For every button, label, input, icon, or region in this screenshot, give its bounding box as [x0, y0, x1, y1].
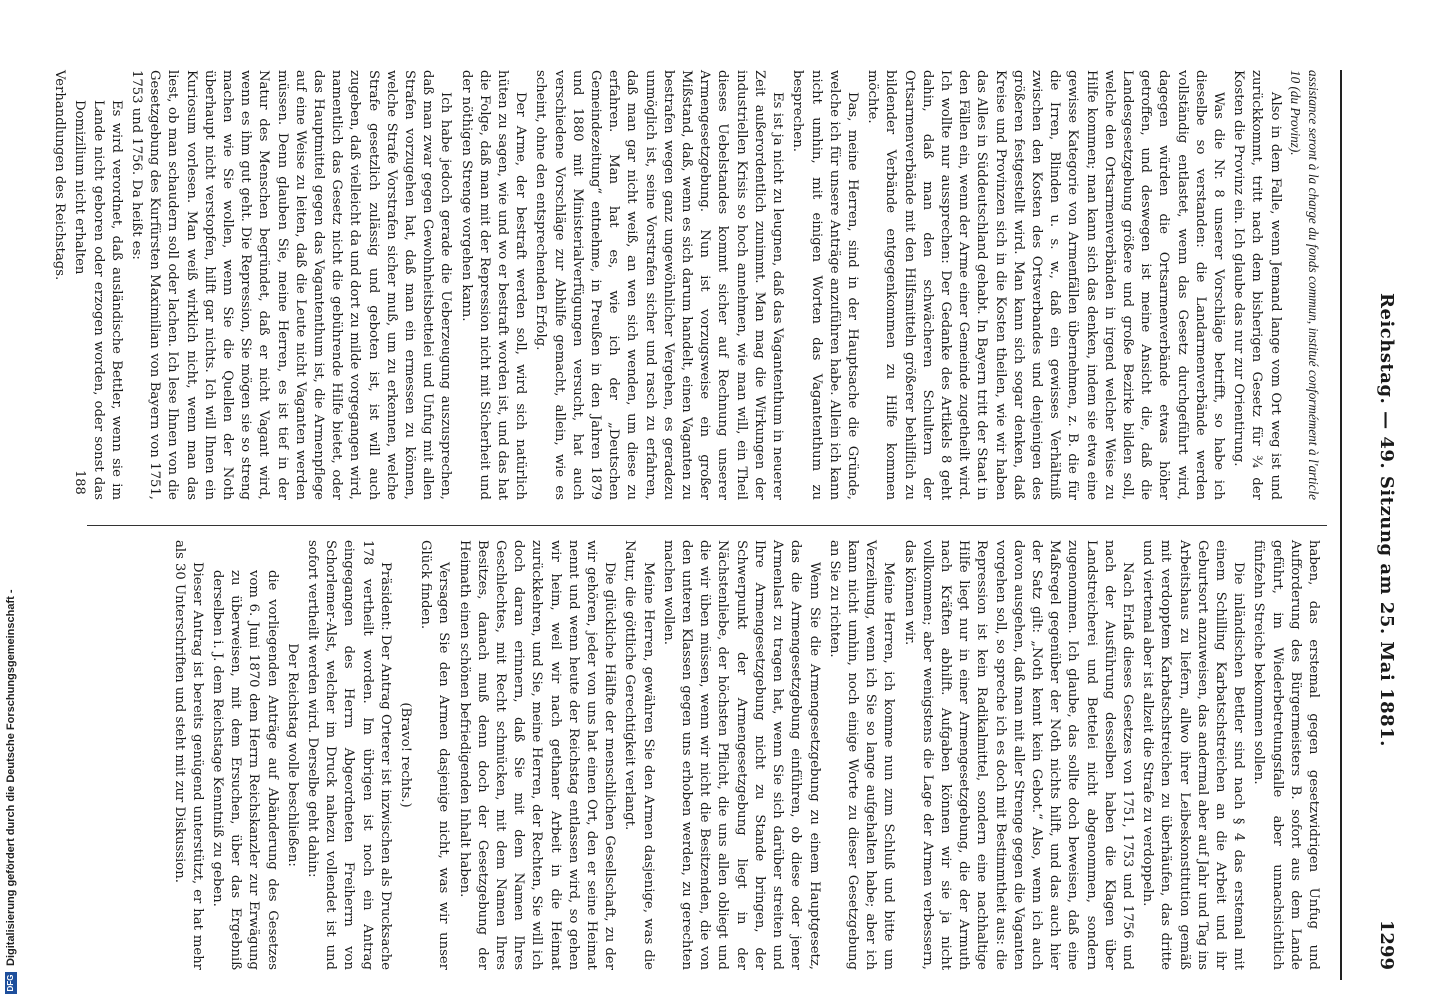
page-title: Reichstag. — 49. Sitzung am 25. Mai 1881.: [1376, 293, 1397, 747]
paragraph: Nach Erlaß dieses Gesetzes von 1751, 1753 und 1756 und nach der Ausführung desselben haben die Klagen über Landstreicherei und Bettelei nicht abgenommen, sondern zugenommen. Ich glaube, das sollte doch beweisen, daß eine Maßregel gegenüber der Noth nichts hilft, und das auch hier der Satz gilt: „Noth kennt kein Gebot.“ Also, wenn ich auch davon ausgehen, daß man mit aller Strenge gegen die Vaganten vorgehen soll, so spreche ich es doch mit Bestimmtheit aus: die Repression ist kein Radikalmittel, sondern eine nachhaltige Hilfe liegt nur in einer Armengesetzgebung, die der Armuth nach Kräften abhilft. Aufgaben können wir sie ja nicht vollkommen; aber wenigstens die Lage der Armen verbessern, das können wir.: [901, 540, 1135, 970]
left-column: [48, 70, 1322, 500]
paragraph: Ich habe jedoch gerade die Ueberzeugung auszusprechen, daß man zwar gegen Gewohnheitsbettelei und Unfug mit allen Strafen vorzugehen hat, daß man ein ermessen zu können, welche Strafe Vorstrafen sicher muß, um zu erkennen, welche Strafe gesetzlich zulässig und geboten ist, ist will auch zugeben, daß vielleicht da und dort zu milde vorgegangen wird, namentlich das Gesetz nicht die gebührende Hilfe bietet, oder das Hauptmittel gegen das Vagantenthum ist, die Armenpflege auf eine Weise zu leiten, daß die Leute nicht Vaganten werden müssen. Denn glauben Sie, meine Herren, es ist tief in der Natur des Menschen begründet, daß er nicht Vagant wird, wenn es ihm gut geht. Die Repression, Sie mögen sie so streng machen wie Sie wollen, wenn Sie die Quellen der Noth überhaupt nicht verstopfen, hilft gar nichts. Ich will Ihnen ein Kuriosum vorlesen. Man weiß wirklich nicht, wenn man das liest, ob man schaudern soll oder lachen. Ich lese Ihnen von die Gesetzgebung des Kurfürsten Maximilian von Bayern von 1751, 1753 und 1756. Da heißt es:: [129, 70, 454, 500]
paragraph: Meine Herren, gewähren Sie den Armen dasjenige, was die Natur, die göttliche Gerechtigkeit verlangt.: [622, 540, 656, 970]
motion-text: die vorliegenden Anträge auf Abänderung des Gesetzes vom 6. Juni 1870 dem Herrn Reichskanzler zur Erwägung zu überweisen, mit dem Ersuchen, über das Ergebniß derselben i. J. dem Reichstage Kenntniß zu geben.: [210, 570, 280, 970]
paragraph: Es ist ja nicht zu leugnen, daß das Vagantenthum in neuerer Zeit außerordentlich zunimmt. Man mag die Wirkungen der industriellen Krisis so hoch annehmen, wie man will, ein Theil dieses Uebelstandes kommt sicher auf Rechnung unserer Armengesetzgebung. Nun ist vorzugsweise ein großer Mißstand, daß, wenn es sich darum handelt, einen Vaganten zu bestrafen wegen ganz ungewöhnlicher Vergehen, es geradezu unmöglich ist, seine Vorstrafen sicher und rasch zu erfahren, daß man gar nicht weiß, an wen sich wenden, um diese zu erfahren. Man hat es, wie ich der „Deutschen Gemeindezeitung“ entnehme, in Preußen in den Jahren 1879 und 1880 mit Ministerialverfügungen versucht, hat auch verschiedene Vorschläge zur Abhilfe gemacht, allein, wie es scheint, ohne den entsprechenden Erfolg.: [533, 70, 786, 500]
paragraph: Der Arme, der bestraft werden soll, wird sich natürlich hüten zu sagen, wie und wo er bestraft worden ist, und das hat die Folge, daß man mit der Repression nicht mit Sicherheit und der nöthigen Strenge vorgehen kann.: [458, 70, 529, 500]
president-paragraph: Präsident: Der Antrag Orterer ist inzwischen als Drucksache 178 vertheilt worden. Im übrigen ist noch ein Antrag eingegangen des Herrn Abgeordneten Freiherrn von Schorlemer-Alst, welcher im Druck nahezu vollendet ist und sofort vertheilt werden wird. Derselbe geht dahin:: [305, 540, 393, 970]
dfg-logo-icon: DFG: [5, 972, 17, 994]
quoted-paragraph: Es wird verordnet, daß ausländische Bettler, wenn sie im Lande nicht geboren oder erzogen worden, oder sonst das Domizilium nicht erhalten: [72, 100, 124, 500]
paragraph: assistance seront à la charge du fonds commun, institué conformément à l'article 10 (du Provinz).: [1287, 70, 1321, 500]
right-column: [167, 540, 1322, 970]
paragraph: Meine Herren, ich komme nun zum Schluß und bitte um Verzeihung, wenn ich Sie so lange aufgehalten habe; aber ich kann nicht umhin, noch einige Worte zu dieser Gesetzgebung an Sie zu richten.: [826, 540, 897, 970]
paragraph: Also in dem Falle, wenn Jemand lange vom Ort weg ist und zurückkommt, tritt nach dem bisherigen Gesetz für ¾ der Kosten die Provinz ein. Ich glaube das nur zur Orientirung.: [1231, 70, 1283, 500]
motion-heading: Der Reichstag wolle beschließen:: [284, 643, 300, 867]
page-number: 1299: [1376, 919, 1397, 970]
column-divider: [87, 525, 1327, 526]
credit-text: Digitalisierung gefördert durch die Deutsche Forschungsgemeinschaft -: [5, 589, 17, 966]
section-footer: Verhandlungen des Reichstags.: [52, 70, 68, 281]
paragraph: Die glückliche Hälfte der menschlichen Gesellschaft, zu der wir gehören, jeder von uns hat einen Ort, den er seine Heimat nennt und wenn heute der Reichstag entlassen wird, so gehen wir heim, weil wir nach gethaner Arbeit in die Heimat zurückkehren, und Sie, meine Herren, der Rechten, Sie will ich doch daran erinnern, daß Sie mit dem Namen Ihres Geschlechtes, mit Recht schmücken, mit dem Namen Ihres Besitzes, danach muß denn doch der Gesetzgebung der Heimath einen schönen befriedigenden Inhalt haben.: [456, 540, 618, 970]
paragraph: Die inländischen Bettler sind nach § 4 das erstemal mit einem Schilling Karbatschstreichen an die Arbeit und ihr Geburtsort anzuweisen, das andermal aber auf Jahr und Tag ins Arbeitshaus zu liefern, allwo ihrer Leibeskonstitution gemäß mit verdopptem Karbatschstreichen zu überhäufen, das dritte und viertemal aber ist allzeit die Strafe zu verdoppeln.: [1140, 540, 1247, 970]
signature-number: 188: [72, 470, 87, 495]
header-rule: [1340, 70, 1342, 980]
paragraph: haben, das erstemal gegen gesetzwidrigen Unfug und Aufforderung des Bürgermeisters B. sofort aus dem Lande geführt, im Wiederbetretungsfalle aber unnachsichtlich fünfzehn Streiche bekommen sollen.: [1251, 540, 1321, 970]
paragraph: Versagen Sie den Armen dasjenige nicht, was wir unser Glück finden.: [418, 540, 452, 970]
page-header: [1357, 70, 1397, 970]
paragraph: Das, meine Herren, sind in der Hauptsache die Gründe, welche ich für unsere Anträge anzuführen habe. Allein ich kann nicht umhin, mit einigen Worten das Vagantenthum zu besprechen.: [790, 70, 860, 500]
paragraph: Wenn Sie die Armengesetzgebung zu einem Hauptgesetz, das die Armengesetzgebung einführen, ob diese oder jener Armenlast zu tragen hat, wenn Sie sich darüber streiten und Ihre Armengesetzgebung nicht zu Stande bringen, der Schwerpunkt der Armengesetzgebung liegt in der Nächstenliebe, der höchsten Pflicht, die uns allen obliegt und die wir üben müssen, wenn wir nicht die Besitzenden, die von den unteren Klassen gegen uns erhoben werden, zu gerechten machen wollen.: [660, 540, 822, 970]
paragraph: Dieser Antrag ist bereits genügend unterstützt, er hat mehr als 30 Unterschriften und steht mit zur Diskussion.: [171, 540, 205, 970]
paragraph: Was die Nr. 8 unserer Vorschläge betrifft, so habe ich dieselbe so verstanden: die Landarmenverbände werden vollständig entlastet, wenn das Gesetz durchgeführt wird, dagegen würden die Ortsarmenverbände etwas höher getroffen, und deswegen ist meine Ansicht die, daß die Landesgesetzgebung größere und große Bezirke bilden soll, welche den Ortsarmenverbänden in irgend welcher Weise zu Hilfe kommen; man kann sich das denken, indem sie etwa eine gewisse Kategorie von Armenfällen übernehmen, z. B. die für die Irren, Blinden u. s. w., daß ein gewisses Verhältniß zwischen den Kosten des Ortsverbandes und denjenigen des größeren festgestellt wird. Man kann sich sogar denken, daß Kreise und Provinzen sich in die Kosten theilen, wie wir haben das Alles in Süddeutschland gehabt. In Bayern tritt der Staat in den Fällen ein, wenn der Arme einer Gemeinde zugetheilt wird. Ich wollte nur aussprechen: Der Gedanke des Artikels 8 geht dahin, daß man den schwächeren Schultern der Ortsarmenverbände mit den Hilfsmitteln größerer behilflich zu bildender Verbände entgegenkommen zu Hilfe kommen möchte.: [865, 70, 1226, 500]
digitization-credit: [0, 0, 24, 1000]
applause-note: (Bravo! rechts.): [398, 702, 414, 808]
